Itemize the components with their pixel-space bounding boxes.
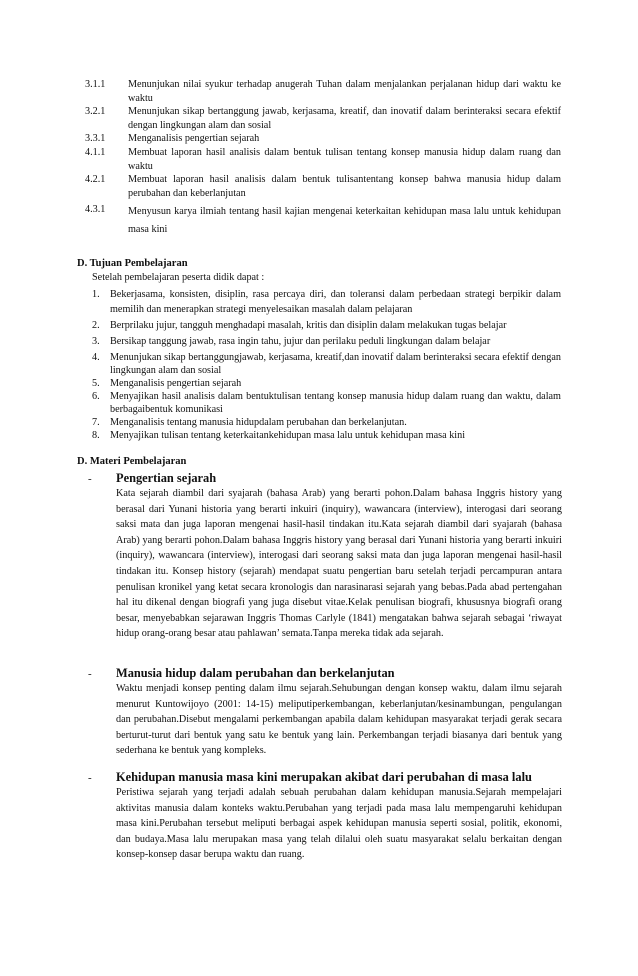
- materi-topic: [88, 471, 562, 642]
- list-item-number: 4.: [92, 352, 100, 363]
- section-heading-tujuan: D. Tujuan Pembelajaran: [77, 258, 188, 269]
- indicator-row: [85, 105, 561, 132]
- bullet-dash: -: [88, 772, 92, 784]
- topic-body: Waktu menjadi konsep penting dalam ilmu sejarah.Sehubungan dengan konsep waktu, dalam ilmu sejarah menurut Kuntowijoyo (2001: 14-15) meliputiperkembangan, keberlanjutan/kesinambungan, pengulangan dan perubahan.Disebut mengalami perkembangan apabila dalam kehidupan masyarakat terjadi gerak secara berturut-turut dari bentuk yang satu ke bentuk yang lain. Perkembangan terjadi biasanya dari bentuk yang sederhana ke bentuk yang kompleks.: [116, 683, 562, 757]
- indicator-code: 3.3.1: [85, 133, 106, 145]
- topic-title: Manusia hidup dalam perubahan dan berkelanjutan: [116, 666, 395, 680]
- topic-title: Kehidupan manusia masa kini merupakan akibat dari perubahan di masa lalu: [116, 770, 532, 784]
- topic-header: [88, 770, 562, 785]
- indicator-text: Menunjukan nilai syukur terhadap anugerah Tuhan dalam menjalankan perjalanan hidup dari waktu ke waktu: [128, 79, 561, 104]
- indicator-row: [85, 173, 561, 200]
- list-item: [92, 390, 561, 416]
- topic-body: Peristiwa sejarah yang terjadi adalah sebuah perubahan dalam kehidupan manusia.Sejarah mempelajari aktivitas manusia dalam konteks waktu.Perubahan yang terjadi pada masa lalu mempengaruhi kehidupan masa kini.Perubahan tersebut meliputi berbagai aspek kehidupan manusia seperti sosial, politik, ekonomi, dan budaya.Masa lalu merupakan masa yang telah dilalui oleh suatu masyarakat selalu berkaitan dengan konsep-konsep dasar berupa waktu dan ruang.: [116, 787, 562, 861]
- list-item-number: 6.: [92, 391, 100, 402]
- list-item-number: 3.: [92, 336, 100, 347]
- list-item-text: Bekerjasama, konsisten, disiplin, rasa percaya diri, dan toleransi dalam perbedaan strategi berpikir dalam memilih dan menerapkan strategi menyelesaikan masalah dalam pelajaran: [110, 289, 561, 315]
- list-item-number: 5.: [92, 378, 100, 389]
- indicator-row: [85, 78, 561, 105]
- indicator-text: Membuat laporan hasil analisis dalam bentuk tulisan tentang konsep manusia hidup dalam ruang dan waktu: [128, 146, 561, 172]
- indicator-row: [85, 132, 561, 146]
- indicator-code: 4.1.1: [85, 146, 106, 158]
- list-item-text: Menganalisis tentang manusia hidupdalam perubahan dan berkelanjutan.: [110, 417, 407, 428]
- indicator-text: Menyusun karya ilmiah tentang hasil kajian mengenai keterkaitan kehidupan masa lalu untuk kehidupan masa kini: [128, 206, 561, 236]
- indicator-text: Menunjukan sikap bertanggung jawab, kerjasama, kreatif, dan inovatif dalam berinteraksi secara efektif dengan lingkungan alam dan sosial: [128, 106, 561, 131]
- section-heading-materi: D. Materi Pembelajaran: [77, 456, 187, 467]
- list-item-number: 7.: [92, 417, 100, 428]
- list-item: [92, 429, 561, 442]
- indicator-list: [85, 78, 561, 239]
- list-item: [92, 377, 561, 390]
- indicator-row: [85, 146, 561, 173]
- tujuan-intro: Setelah pembelajaran peserta didik dapat :: [92, 272, 265, 283]
- list-item: [92, 416, 561, 429]
- list-item-number: 2.: [92, 320, 100, 331]
- list-item-number: 8.: [92, 430, 100, 441]
- bullet-dash: -: [88, 668, 92, 680]
- list-item-text: Berprilaku jujur, tangguh menghadapi masalah, kritis dan disiplin dalam melakukan tugas belajar: [110, 320, 507, 331]
- indicator-row: [85, 203, 561, 239]
- indicator-code: 3.1.1: [85, 79, 106, 90]
- tujuan-list: [92, 287, 561, 442]
- bullet-dash: -: [88, 473, 92, 485]
- indicator-code: 3.2.1: [85, 106, 106, 118]
- list-item: [92, 319, 561, 332]
- topic-body: Kata sejarah diambil dari syajarah (bahasa Arab) yang berarti pohon.Dalam bahasa Inggris history yang berasal dari Yunani historia yang berarti inkuiri (inquiry), wawancara (interview), interogasi dari seorang saksi mata dan juga laporan mengenai hasil-hasil tindakan itu.Kata sejarah diambil dari syajarah (bahasa Arab) yang berarti pohon.Dalam bahasa Inggris history yang berasal dari Yunani historia yang berarti inkuiri (inquiry), wawancara (interview), interogasi dari seorang saksi mata dan juga laporan mengenai hasil-hasil tindakan itu. Konsep history (sejarah) mendapat suatu pengertian baru setelah terjadi percampuran antara penulisan kronikel yang ketat secara kronologis dan narasinarasi sejarah yang bebas.Pada abad pertengahan hal itu dikenal dengan biografi yang juga disebut vitae.Kelak penulisan biografi, khususnya biografi orang besar, menyebabkan sejarawan Inggris Thomas Carlyle (1841) mengatakan bahwa sejarah sebagai ‘riwayat hidup orang-orang besar atau pahlawan’ semata.Tanpa mereka tidak ada sejarah.: [116, 488, 562, 640]
- list-item: [92, 335, 561, 348]
- indicator-text: Menganalisis pengertian sejarah: [128, 133, 260, 145]
- list-item-number: 1.: [92, 289, 100, 300]
- list-item-text: Menyajikan hasil analisis dalam bentuktulisan tentang konsep manusia hidup dalam ruang dan waktu, dalam berbagaibentuk komunikasi: [110, 391, 561, 415]
- list-item-text: Bersikap tanggung jawab, rasa ingin tahu, jujur dan perilaku peduli lingkungan dalam belajar: [110, 336, 491, 347]
- indicator-text: Membuat laporan hasil analisis dalam bentuk tulisantentang konsep bahwa manusia hidup dalam perubahan dan keberlanjutan: [128, 174, 561, 199]
- indicator-code: 4.3.1: [85, 204, 106, 216]
- list-item-text: Menunjukan sikap bertanggungjawab, kerjasama, kreatif,dan inovatif dalam berinteraksi secara efektif dengan lingkungan alam dan sosial: [110, 352, 561, 376]
- list-item: [92, 287, 561, 317]
- list-item-text: Menyajikan tulisan tentang keterkaitankehidupan masa lalu untuk kehidupan masa kini: [110, 430, 466, 441]
- materi-topic: [88, 770, 562, 863]
- indicator-code: 4.2.1: [85, 174, 106, 186]
- list-item-text: Menganalisis pengertian sejarah: [110, 378, 242, 389]
- materi-topic: [88, 666, 562, 759]
- topic-header: [88, 471, 562, 486]
- topic-header: [88, 666, 562, 681]
- topic-title: Pengertian sejarah: [116, 471, 217, 485]
- list-item: [92, 351, 561, 377]
